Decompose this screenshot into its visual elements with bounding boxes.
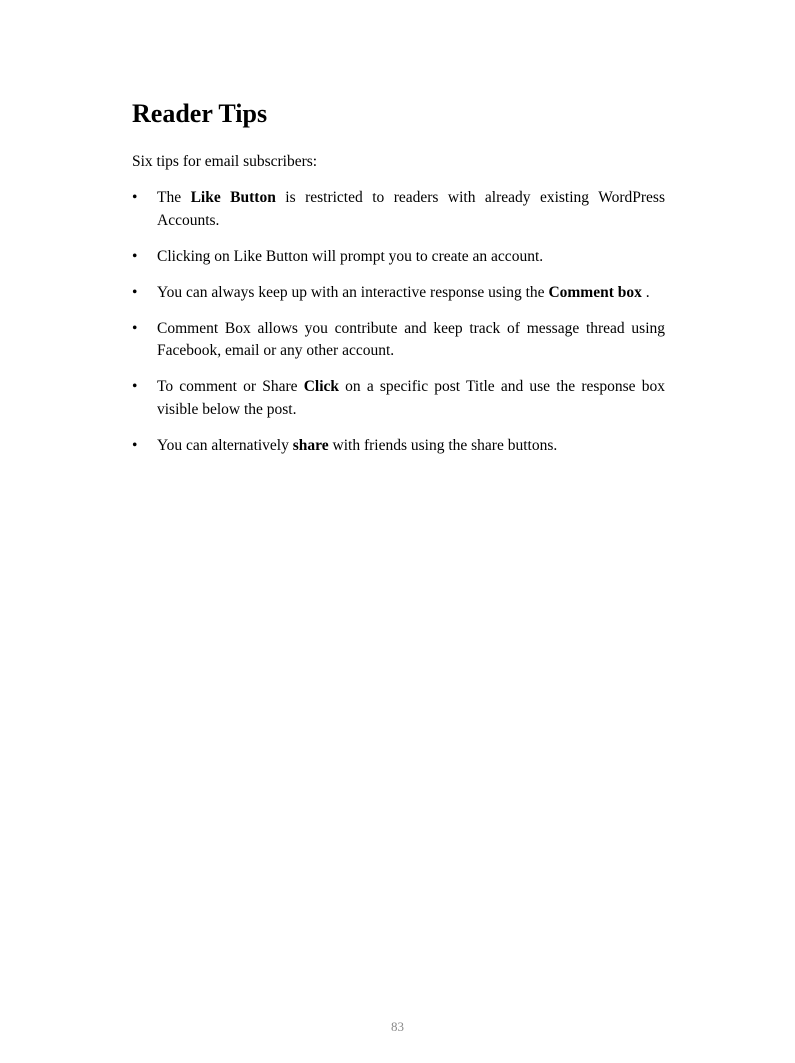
tip-emphasis: Comment box	[548, 283, 642, 301]
intro-text: Six tips for email subscribers:	[132, 153, 318, 170]
tip-emphasis: Click	[303, 378, 339, 395]
tip-item-3	[132, 282, 665, 305]
page-number: 83	[391, 1019, 404, 1034]
bullet-icon: •	[132, 283, 138, 301]
tip-text: To comment or Share	[157, 378, 304, 395]
tip-text: .	[641, 283, 650, 301]
tip-item-1	[132, 187, 665, 232]
bullet-icon: •	[132, 378, 138, 395]
tip-text: Clicking on Like Button will prompt you to create an account.	[157, 247, 544, 265]
tip-emphasis: Like Button	[190, 189, 276, 206]
tip-item-6	[132, 435, 665, 458]
bullet-icon: •	[132, 247, 138, 265]
tip-item-5	[132, 376, 665, 421]
tip-text: The	[157, 189, 191, 206]
tip-emphasis: share	[292, 436, 329, 454]
tip-text: You can always keep up with an interactive response using the	[157, 283, 549, 301]
tip-text: with friends using the share buttons.	[328, 436, 558, 454]
tip-item-4	[132, 318, 665, 363]
tip-item-2	[132, 246, 665, 269]
tip-text: on a specific post Title and use the response box visible below the post.	[157, 378, 665, 418]
bullet-icon: •	[132, 436, 138, 454]
page-title: Reader Tips	[132, 99, 268, 128]
tip-text: You can alternatively	[157, 436, 293, 454]
bullet-icon: •	[132, 319, 138, 337]
bullet-icon: •	[132, 189, 138, 206]
tip-text: is restricted to readers with already existing WordPress Accounts.	[157, 189, 665, 229]
tip-text: Comment Box allows you contribute and keep track of message thread using Facebook, email or any other account.	[157, 319, 665, 359]
tips-list	[132, 187, 665, 471]
